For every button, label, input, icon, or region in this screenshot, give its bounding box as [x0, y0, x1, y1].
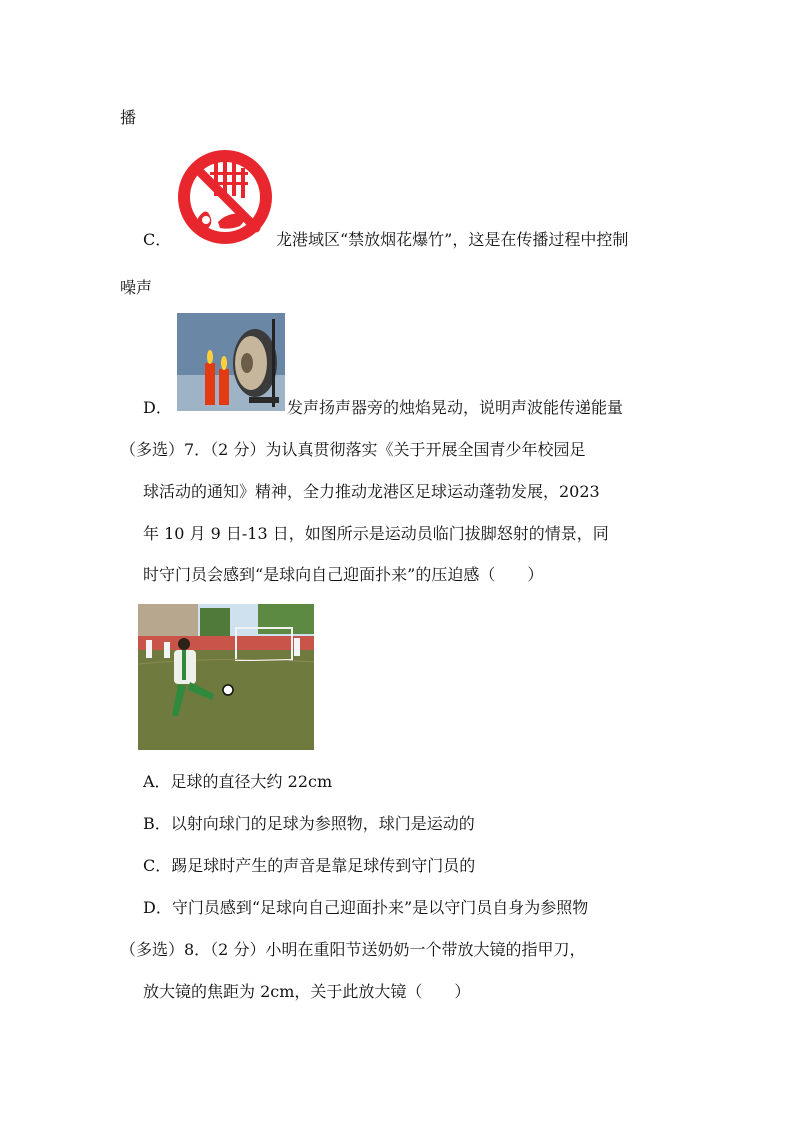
question-7-line-2: 球活动的通知》精神，全力推动龙港区足球运动蓬勃发展，2023: [143, 482, 600, 501]
football-kick-photo: [138, 604, 314, 750]
speaker-candles-photo: [177, 313, 285, 411]
q7-option-c: C．踢足球时产生的声音是靠足球传到守门员的: [143, 856, 476, 875]
option-c-text: 龙港域区“禁放烟花爆竹”，这是在传播过程中控制: [276, 230, 629, 249]
option-d-text: 发声扬声器旁的烛焰晃动，说明声波能传递能量: [287, 398, 624, 417]
q7-option-b: B．以射向球门的足球为参照物，球门是运动的: [143, 814, 475, 833]
question-7-line-3: 年 10 月 9 日-13 日，如图所示是运动员临门拔脚怒射的情景，同: [143, 524, 609, 543]
option-c-continuation: 噪声: [120, 278, 153, 297]
option-d-letter: D．: [143, 398, 172, 417]
q7-option-a: A．足球的直径大约 22cm: [143, 772, 333, 791]
question-7-line-1: （多选）7．（2 分）为认真贯彻落实《关于开展全国青少年校园足: [120, 440, 586, 459]
option-c-letter: C．: [143, 230, 172, 249]
no-fireworks-sign-icon: [176, 148, 274, 246]
previous-option-fragment: 播: [120, 108, 137, 127]
question-8-line-2: 放大镜的焦距为 2cm，关于此放大镜（ ）: [143, 982, 471, 1001]
q7-option-d: D．守门员感到“足球向自己迎面扑来”是以守门员自身为参照物: [143, 898, 589, 917]
question-8-line-1: （多选）8．（2 分）小明在重阳节送奶奶一个带放大镜的指甲刀，: [120, 940, 586, 959]
question-7-line-4: 时守门员会感到“是球向自己迎面扑来”的压迫感（ ）: [143, 565, 544, 584]
